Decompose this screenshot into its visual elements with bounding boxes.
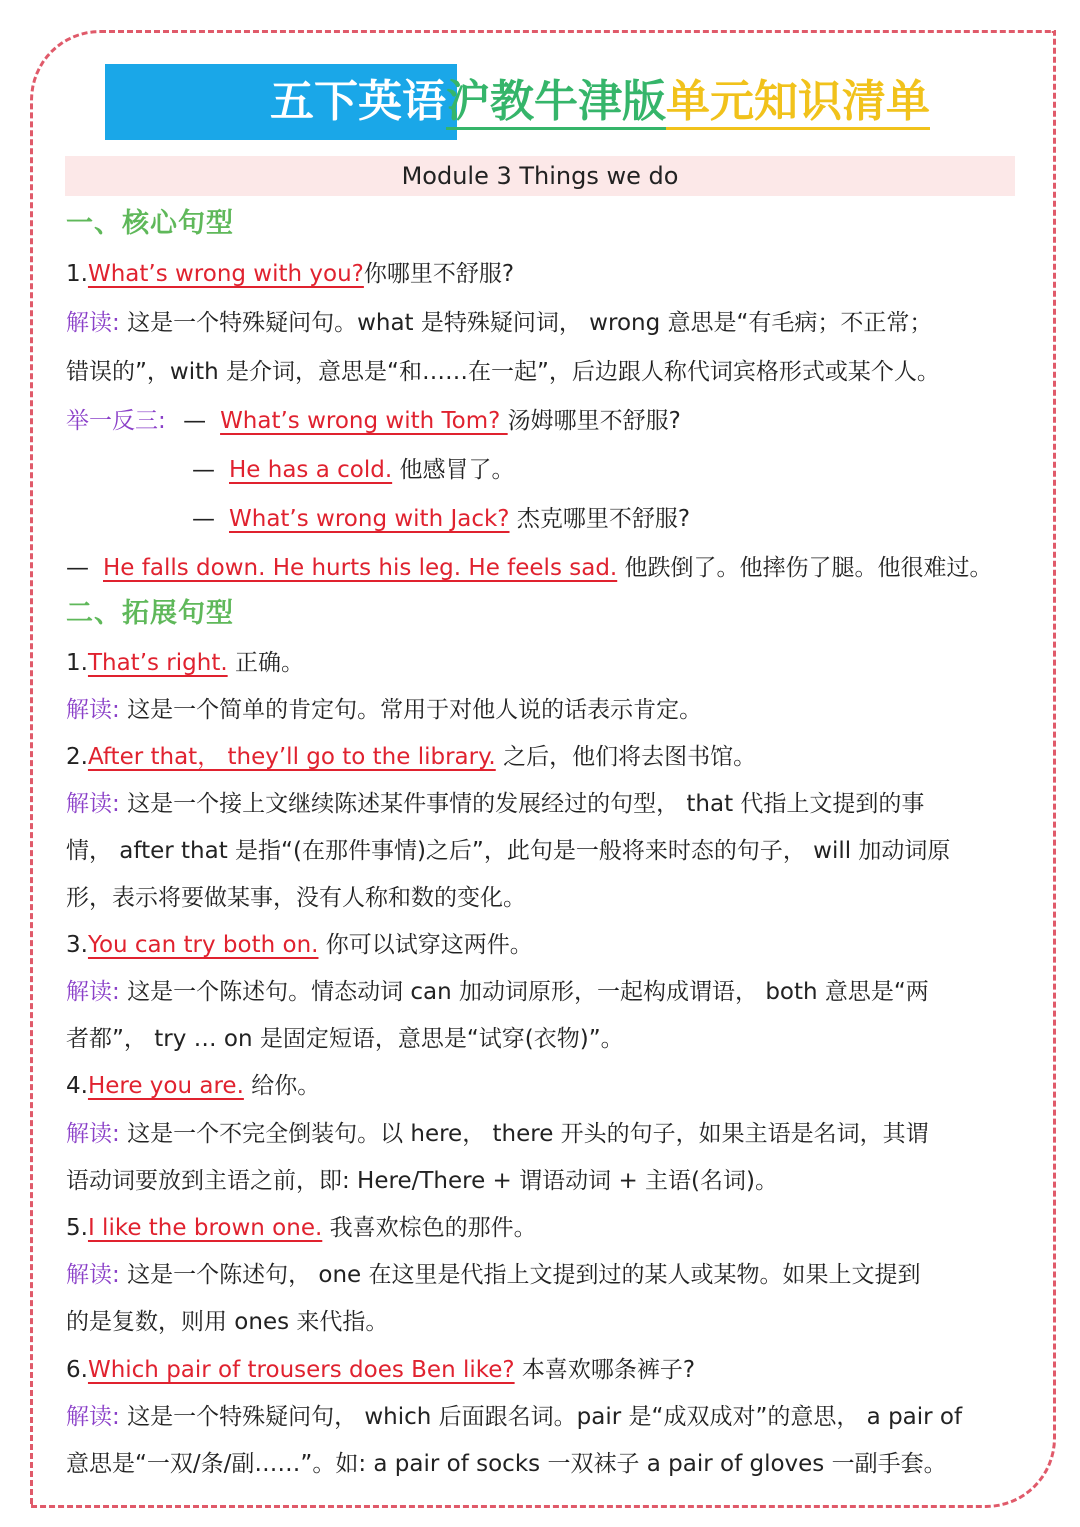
example-english: What’s wrong with Jack? — [229, 506, 510, 532]
core-english: What’s wrong with you? — [87, 261, 364, 287]
explain-line — [66, 1306, 388, 1338]
sentence-english: Which pair of trousers does Ben like? — [87, 1357, 515, 1383]
sentence-number: 3. — [66, 932, 88, 958]
example-chinese: 他感冒了。 — [399, 457, 515, 483]
example-row — [192, 454, 514, 486]
sentence-chinese: 你可以试穿这两件。 — [325, 932, 533, 958]
sentence-english: I like the brown one. — [87, 1215, 323, 1241]
core-explain-text-1: 这是一个特殊疑问句。what 是特殊疑问词， wrong 意思是“有毛病；不正常； — [127, 310, 933, 336]
example-dash: — — [66, 555, 89, 581]
explain-text: 这是一个陈述句。情态动词 can 加动词原形，一起构成谓语， both 意思是“两 — [127, 979, 929, 1005]
explain-text: 形，表示将要做某事，没有人称和数的变化。 — [66, 885, 526, 911]
explain-line — [66, 1023, 624, 1055]
sentence-number: 4. — [66, 1073, 88, 1099]
explain-text: 语动词要放到主语之前，即: Here/There + 谓语动词 + 主语(名词)。 — [66, 1168, 778, 1194]
section-core-heading: 一、核心句型 — [66, 208, 234, 239]
sentence-chinese: 之后，他们将去图书馆。 — [503, 744, 757, 770]
explain-label: 解读: — [66, 697, 120, 723]
explain-label: 解读: — [66, 1404, 120, 1430]
extend-sentence — [66, 1212, 537, 1244]
sentence-chinese: 给你。 — [251, 1073, 321, 1099]
explain-label: 解读: — [66, 310, 120, 336]
extend-sentence — [66, 929, 533, 961]
explain-text: 这是一个不完全倒装句。以 here， there 开头的句子，如果主语是名词，其谓 — [127, 1121, 929, 1147]
sentence-english: After that， they’ll go to the library. — [87, 744, 496, 770]
explain-text: 的是复数，则用 ones 来代指。 — [66, 1309, 389, 1335]
example-dash: — — [192, 506, 215, 532]
example-chinese: 杰克哪里不舒服? — [516, 506, 691, 532]
example-dash: — — [192, 457, 215, 483]
explain-text: 者都”， try … on 是固定短语，意思是“试穿(衣物)”。 — [66, 1026, 624, 1052]
extend-sentence — [66, 647, 304, 679]
example-row — [66, 405, 681, 437]
explain-text: 情， after that 是指“(在那件事情)之后”，此句是一般将来时态的句子， will 加动词原 — [66, 838, 951, 864]
page-title — [105, 64, 985, 140]
title-part-grade: 五下英语 — [270, 76, 446, 127]
explain-line — [66, 882, 526, 914]
sentence-number: 2. — [66, 744, 88, 770]
core-chinese: 你哪里不舒服? — [363, 261, 515, 287]
explain-line — [66, 1165, 778, 1197]
sentence-number: 5. — [66, 1215, 88, 1241]
module-heading: Module 3 Things we do — [65, 156, 1015, 196]
example-row — [66, 552, 993, 584]
example-dash: — — [183, 408, 207, 434]
core-explain-text-2: 错误的”，with 是介词，意思是“和……在一起”，后边跟人称代词宾格形式或某个人。 — [66, 359, 940, 385]
title-part-checklist: 单元知识清单 — [666, 76, 930, 130]
sentence-english: Here you are. — [87, 1073, 244, 1099]
examples-label: 举一反三: — [66, 408, 166, 434]
explain-line — [66, 788, 924, 820]
explain-line — [66, 1401, 962, 1433]
example-english: He has a cold. — [229, 457, 393, 483]
sentence-number: 1. — [66, 650, 88, 676]
explain-label: 解读: — [66, 1121, 120, 1147]
explain-text: 这是一个接上文继续陈述某件事情的发展经过的句型， that 代指上文提到的事 — [127, 791, 925, 817]
title-text — [270, 74, 930, 130]
core-sentence — [66, 258, 514, 290]
explain-text: 这是一个特殊疑问句， which 后面跟名词。pair 是“成双成对”的意思， a pair of — [127, 1404, 963, 1430]
core-explain-line — [66, 307, 932, 339]
explain-line — [66, 976, 929, 1008]
sentence-english: You can try both on. — [87, 932, 319, 958]
explain-line — [66, 835, 950, 867]
sentence-chinese: 本喜欢哪条裤子? — [521, 1357, 696, 1383]
explain-label: 解读: — [66, 791, 120, 817]
explain-text: 这是一个陈述句， one 在这里是代指上文提到过的某人或某物。如果上文提到 — [127, 1262, 921, 1288]
example-english: He falls down. He hurts his leg. He feels sad. — [103, 555, 618, 581]
explain-line — [66, 694, 702, 726]
example-chinese: 汤姆哪里不舒服? — [507, 408, 681, 434]
sentence-chinese: 正确。 — [234, 650, 304, 676]
extend-sentence — [66, 1354, 695, 1386]
core-explain-line — [66, 356, 940, 388]
explain-line — [66, 1259, 920, 1291]
example-row — [192, 503, 690, 535]
explain-text: 这是一个简单的肯定句。常用于对他人说的话表示肯定。 — [127, 697, 703, 723]
sentence-number: 6. — [66, 1357, 88, 1383]
sentence-chinese: 我喜欢棕色的那件。 — [329, 1215, 537, 1241]
example-english: What’s wrong with Tom? — [220, 408, 508, 434]
explain-line — [66, 1118, 929, 1150]
section-extend-heading: 二、拓展句型 — [66, 598, 234, 629]
explain-line — [66, 1448, 947, 1480]
title-part-edition: 沪教牛津版 — [446, 76, 666, 130]
core-number: 1. — [66, 261, 88, 287]
example-chinese: 他跌倒了。他摔伤了腿。他很难过。 — [624, 555, 993, 581]
explain-label: 解读: — [66, 1262, 120, 1288]
extend-sentence — [66, 741, 756, 773]
sentence-english: That’s right. — [87, 650, 228, 676]
explain-text: 意思是“一双/条/副……”。如: a pair of socks 一双袜子 a pair of gloves 一副手套。 — [66, 1451, 947, 1477]
extend-sentence — [66, 1070, 320, 1102]
explain-label: 解读: — [66, 979, 120, 1005]
